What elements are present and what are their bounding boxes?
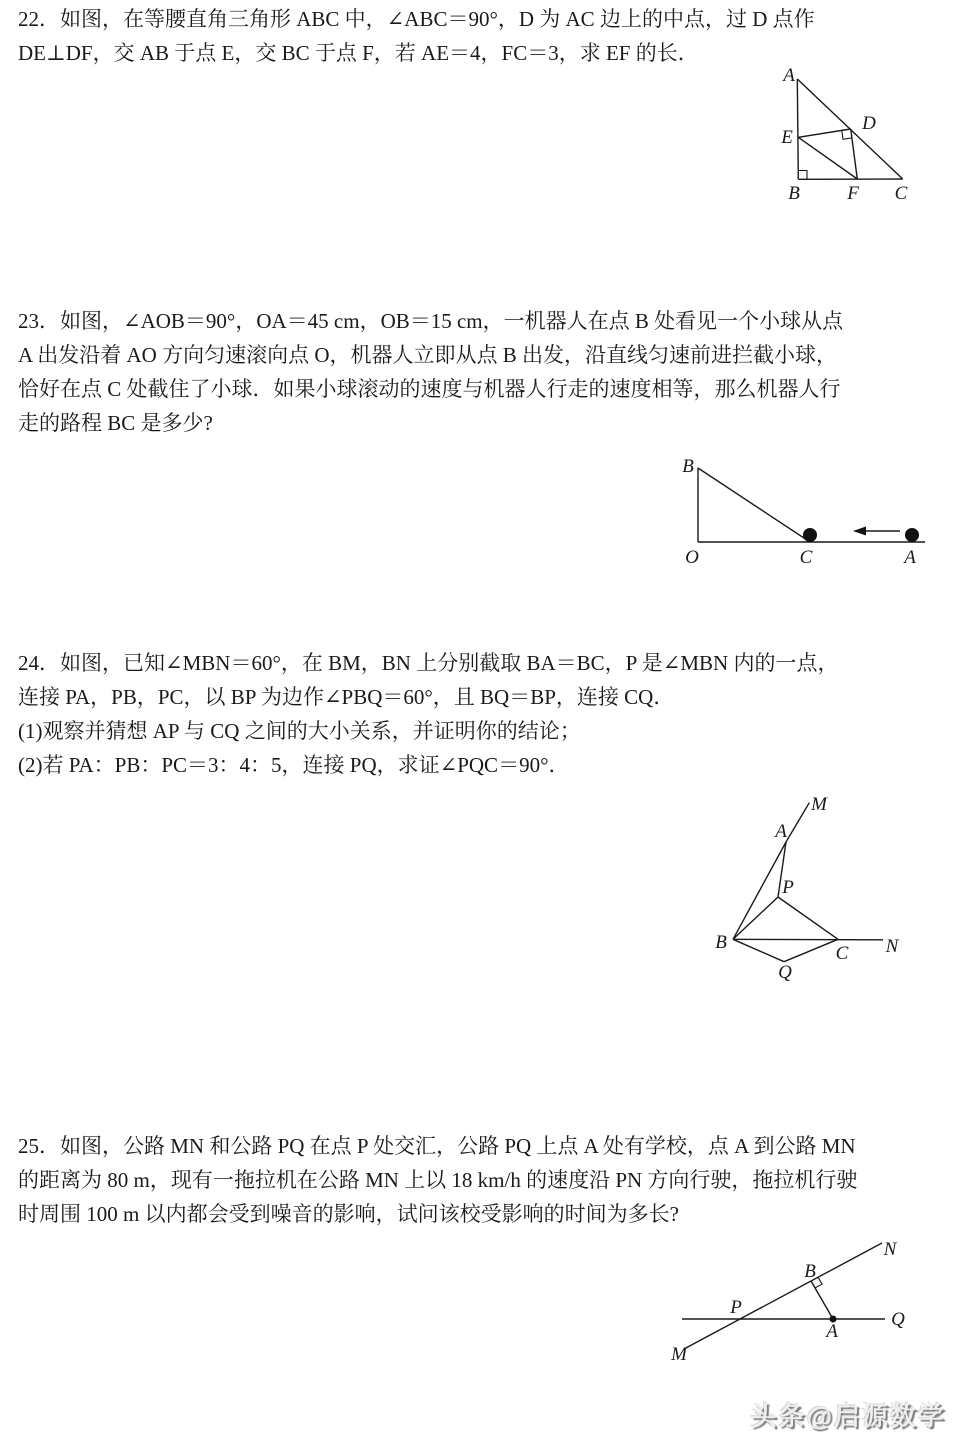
label-b: B xyxy=(788,183,800,204)
label-a: A xyxy=(826,1321,838,1342)
label-o: O xyxy=(685,547,699,568)
label-n: N xyxy=(883,1239,897,1260)
problem-24 xyxy=(18,646,960,782)
label-q: Q xyxy=(778,962,792,983)
problem-24-line-1: 24．如图，已知∠MBN＝60°，在 BM，BN 上分别截取 BA＝BC，P 是∠MBN 内的一点， xyxy=(18,651,839,675)
label-m: M xyxy=(811,794,827,815)
problem-23-line-4: 走的路程 BC 是多少? xyxy=(18,411,213,435)
watermark-toutiao: 头条@启源数学 xyxy=(750,1401,946,1431)
label-a: A xyxy=(783,65,795,86)
label-p: P xyxy=(730,1297,742,1318)
label-c: C xyxy=(894,183,908,204)
segments-bq-qc xyxy=(733,939,838,961)
label-b: B xyxy=(682,456,694,477)
label-n: N xyxy=(885,936,899,957)
figure-25-roads xyxy=(660,1235,910,1367)
problem-22-line-2: DE⊥DF，交 AB 于点 E，交 BC 于点 F，若 AE＝4，FC＝3，求 EF 的长． xyxy=(18,41,699,65)
problem-24-line-3: (1)观察并猜想 AP 与 CQ 之间的大小关系，并证明你的结论； xyxy=(18,719,581,743)
label-f: F xyxy=(847,183,859,204)
label-a: A xyxy=(904,547,916,568)
label-b: B xyxy=(715,932,727,953)
segment-ba xyxy=(811,1281,833,1319)
label-c: C xyxy=(799,547,813,568)
left-arrow-icon xyxy=(853,527,900,536)
label-p: P xyxy=(782,877,794,898)
problem-24-line-4: (2)若 PA：PB：PC＝3：4：5，连接 PQ，求证∠PQC＝90°． xyxy=(18,753,570,777)
label-e: E xyxy=(781,127,793,148)
problem-24-line-2: 连接 PA，PB，PC，以 BP 为边作∠PBQ＝60°，且 BQ＝BP，连接 CQ． xyxy=(18,685,675,709)
ball-at-a xyxy=(905,528,919,542)
problem-23-line-2: A 出发沿着 AO 方向匀速滚向点 O，机器人立即从点 B 出发，沿直线匀速前进拦截小球， xyxy=(18,343,838,367)
figure-22-triangle-abc xyxy=(740,60,968,210)
problem-25-line-1: 25．如图，公路 MN 和公路 PQ 在点 P 处交汇，公路 PQ 上点 A 处有学校，点 A 到公路 MN xyxy=(18,1134,856,1158)
problem-22-line-1: 22．如图，在等腰直角三角形 ABC 中，∠ABC＝90°，D 为 AC 边上的中点，过 D 点作 xyxy=(18,7,815,31)
problem-25-line-2: 的距离为 80 m，现有一拖拉机在公路 MN 上以 18 km/h 的速度沿 PN 方向行驶，拖拉机行驶 xyxy=(18,1168,858,1192)
problem-23-line-1: 23．如图，∠AOB＝90°，OA＝45 cm，OB＝15 cm，一机器人在点 B 处看见一个小球从点 xyxy=(18,309,844,333)
label-b: B xyxy=(804,1261,816,1282)
rays-bm-bn xyxy=(733,803,883,940)
problem-23-line-3: 恰好在点 C 处截住了小球．如果小球滚动的速度与机器人行走的速度相等，那么机器人行 xyxy=(18,377,841,401)
road-mn-line xyxy=(684,1243,882,1349)
right-angle-mark-b xyxy=(798,171,807,180)
label-d: D xyxy=(862,113,876,134)
ball-at-c xyxy=(803,528,817,542)
label-c: C xyxy=(835,943,849,964)
figure-24-angle-mbn xyxy=(700,790,912,985)
label-q: Q xyxy=(891,1309,905,1330)
label-m: M xyxy=(671,1344,687,1365)
problem-25-line-3: 时周围 100 m 以内都会受到噪音的影响，试问该校受影响的时间为多长? xyxy=(18,1202,679,1226)
figure-23-robot-ball xyxy=(640,445,940,575)
problem-25 xyxy=(18,1129,960,1231)
label-a: A xyxy=(775,821,787,842)
problem-23 xyxy=(18,304,960,440)
